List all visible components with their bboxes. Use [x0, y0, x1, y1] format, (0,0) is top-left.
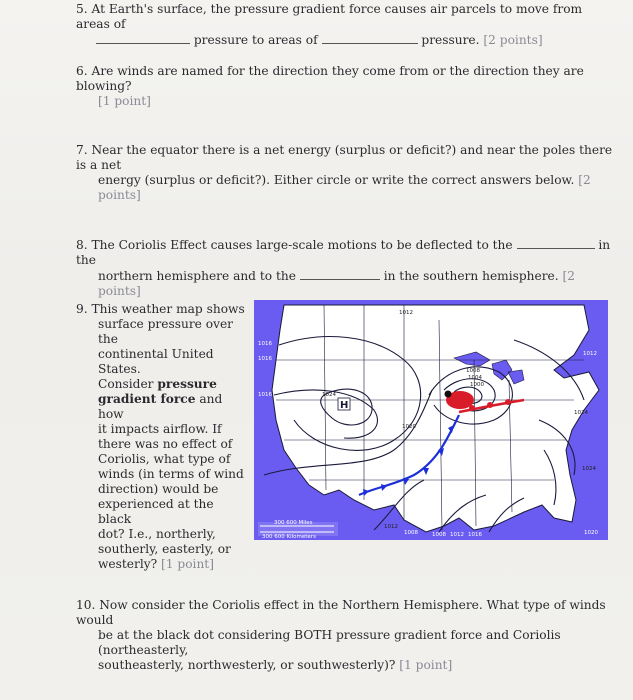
question-text: Coriolis, what type of: [98, 452, 231, 466]
isobar-label: 1008: [466, 368, 480, 374]
question-text: surface pressure over the: [98, 317, 233, 346]
isobar-label: 1024: [322, 392, 336, 398]
question-text: southeasterly, northwesterly, or southwesterly)?: [98, 658, 396, 672]
isobar-label: 1000: [470, 382, 484, 388]
question-text: southerly, easterly, or: [98, 542, 231, 556]
isobar-label: 1012: [450, 532, 464, 538]
isobar-label: 1024: [582, 466, 596, 472]
question-number: 7.: [76, 143, 88, 157]
question-9: [76, 302, 246, 572]
question-text: and how: [98, 392, 223, 421]
question-text: dot? I.e., northerly,: [98, 527, 216, 541]
isobar-label: 1016: [258, 341, 272, 347]
question-number: 8.: [76, 238, 88, 252]
scale-miles: 300 600 Miles: [274, 520, 313, 526]
isobar-label: 1016: [258, 392, 272, 398]
isobar-label: 1008: [404, 530, 418, 536]
points-label: [2 points]: [483, 33, 543, 47]
question-text: in the: [76, 238, 611, 267]
question-text: continental United States.: [98, 347, 214, 376]
isobar-label: 1020: [402, 424, 416, 430]
high-pressure-label: H: [340, 400, 349, 411]
answer-blank[interactable]: [517, 237, 595, 249]
question-text: winds (in terms of wind: [98, 467, 244, 481]
points-label: [1 point]: [399, 658, 453, 672]
points-label: [1 point]: [161, 557, 214, 571]
black-dot-marker: [445, 391, 452, 398]
question-text: direction) would be: [98, 482, 219, 496]
question-text: Are winds are named for the direction they come from or the direction they are blowing?: [76, 64, 584, 93]
question-text-bold: pressure: [157, 377, 217, 391]
question-text: The Coriolis Effect causes large-scale motions to be deflected to the: [91, 238, 513, 252]
question-number: 10.: [76, 598, 96, 612]
question-text: energy (surplus or deficit?). Either circle or write the correct answers below.: [98, 173, 575, 187]
points-label: [2 points]: [98, 173, 591, 202]
isobar-label: 1024: [574, 410, 588, 416]
isobar-label: 1016: [468, 532, 482, 538]
question-text: in the southern hemisphere.: [383, 269, 559, 283]
question-number: 9.: [76, 302, 88, 316]
points-label: [2 points]: [98, 269, 576, 298]
isobar-label: 1020: [558, 496, 572, 502]
question-text: there was no effect of: [98, 437, 233, 451]
question-5: [76, 2, 616, 48]
isobar-label: 1020: [584, 530, 598, 536]
scale-km: 300 600 Kilometers: [262, 534, 316, 540]
question-text: be at the black dot considering BOTH pressure gradient force and Coriolis (northeasterly,: [98, 628, 561, 657]
answer-blank[interactable]: [300, 268, 380, 280]
question-text: westerly?: [98, 557, 158, 571]
question-text: pressure.: [421, 33, 480, 47]
answer-blank[interactable]: [96, 32, 190, 44]
question-text: it impacts airflow. If: [98, 422, 222, 436]
question-text: Consider: [98, 377, 154, 391]
question-text-bold: gradient force: [98, 392, 196, 406]
question-number: 5.: [76, 2, 88, 16]
isobar-label: 1008: [432, 532, 446, 538]
question-text: At Earth's surface, the pressure gradient force causes air parcels to move from areas of: [76, 2, 583, 31]
isobar-label: 1012: [583, 351, 597, 357]
question-8: [76, 237, 616, 299]
question-text: This weather map shows: [91, 302, 245, 316]
isobar-label: 1004: [468, 375, 482, 381]
weather-map: [254, 300, 608, 540]
question-10: [76, 598, 616, 673]
question-text: Near the equator there is a net energy (surplus or deficit?) and near the poles there is a net: [76, 143, 613, 172]
question-text: pressure to areas of: [193, 33, 318, 47]
points-label: [1 point]: [98, 94, 151, 108]
weather-map-svg: [254, 300, 608, 540]
question-7: [76, 143, 616, 203]
question-number: 6.: [76, 64, 88, 78]
question-text: Now consider the Coriolis effect in the Northern Hemisphere. What type of winds would: [76, 598, 606, 627]
isobar-label: 1012: [384, 524, 398, 530]
question-text: northern hemisphere and to the: [98, 269, 296, 283]
answer-blank[interactable]: [322, 32, 418, 44]
isobar-label: 1016: [258, 356, 272, 362]
question-text: experienced at the black: [98, 497, 214, 526]
isobar-label: 1012: [399, 310, 413, 316]
question-6: [76, 64, 616, 109]
